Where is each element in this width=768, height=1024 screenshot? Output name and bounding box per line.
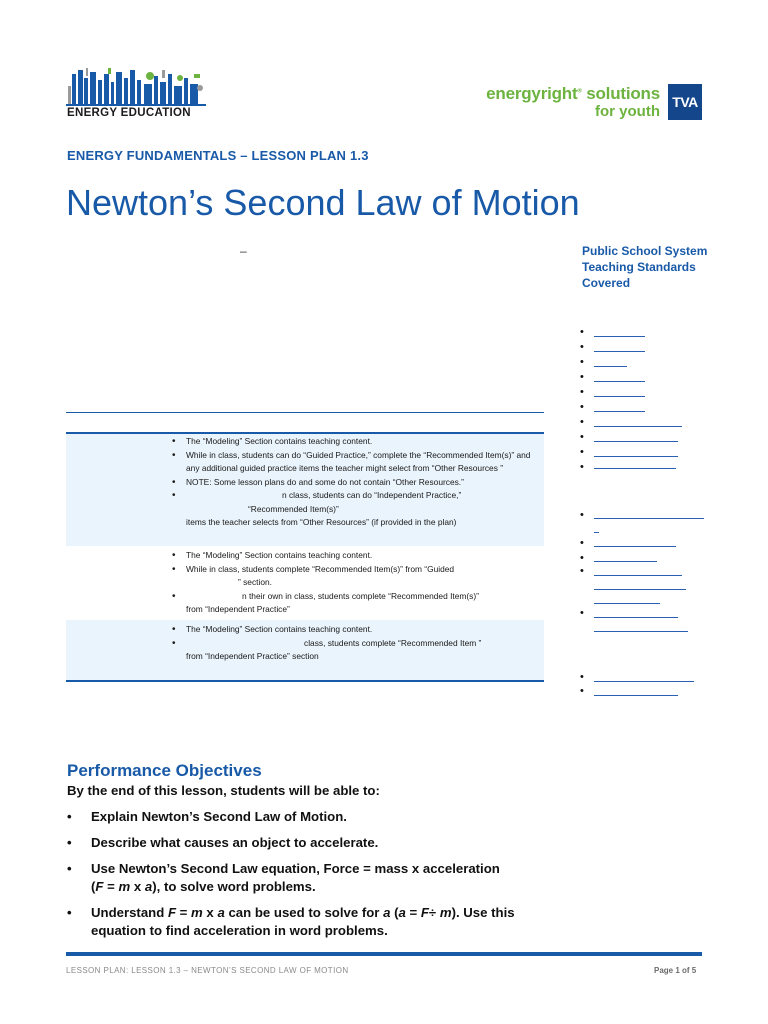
- formula-part: ), to solve word problems.: [152, 879, 316, 894]
- table-row: [170, 549, 540, 617]
- bullet-icon: •: [580, 341, 584, 353]
- list-item: • The “Modeling” Section contains teaching content.: [170, 549, 540, 563]
- list-item: [170, 489, 540, 503]
- standard-link[interactable]: [594, 681, 694, 682]
- list-item-continuation: from “Independent Practice”: [186, 604, 290, 614]
- list-item-text: n class, students can do “Independent Practice,”: [282, 490, 462, 500]
- list-item: • NOTE: Some lesson plans do and some do not contain “Other Resources.”: [170, 476, 540, 490]
- formula-var: F: [95, 879, 104, 894]
- bullet-icon: •: [580, 386, 584, 398]
- energyright-solutions-logo: [466, 84, 702, 124]
- performance-objectives-heading: Performance Objectives: [67, 761, 262, 780]
- brand-right: right: [540, 84, 578, 103]
- overview-dash: –: [240, 244, 247, 258]
- formula-var: a: [144, 879, 153, 894]
- formula-var: a: [383, 905, 391, 920]
- objective-text: [91, 860, 557, 896]
- objective-text: [91, 904, 557, 940]
- list-item: • While in class, students complete “Recommended Item(s)” from “Guided: [170, 563, 540, 577]
- standard-link[interactable]: [594, 631, 688, 632]
- formula-part: x: [202, 905, 218, 920]
- standard-link[interactable]: [594, 589, 686, 590]
- standard-link[interactable]: [594, 411, 645, 412]
- list-item-text: ” section.: [238, 577, 272, 587]
- objective-text: Describe what causes an object to accelerate.: [91, 835, 379, 850]
- objective-item: [67, 808, 557, 826]
- formula-part: ÷: [428, 905, 440, 920]
- footer-rule: [66, 952, 702, 956]
- brand-solutions: solutions: [586, 84, 660, 103]
- bullet-icon: •: [580, 461, 584, 473]
- bullet-icon: •: [580, 509, 584, 521]
- bullet-icon: •: [580, 356, 584, 368]
- lesson-kicker: ENERGY FUNDAMENTALS – LESSON PLAN 1.3: [67, 148, 369, 163]
- standard-link[interactable]: [594, 532, 599, 533]
- bullet-icon: •: [580, 552, 584, 564]
- list-item: • The “Modeling” Section contains teaching content.: [170, 435, 540, 449]
- bullet-icon: •: [67, 809, 72, 824]
- formula-part: (: [390, 905, 399, 920]
- formula-part: ). Use this: [451, 905, 515, 920]
- standard-link[interactable]: [594, 546, 676, 547]
- standard-link[interactable]: [594, 695, 678, 696]
- bullet-icon: •: [580, 685, 584, 697]
- formula-var: m: [118, 879, 131, 894]
- brand-tagline: for youth: [595, 103, 660, 120]
- list-item: [170, 590, 540, 604]
- standard-link[interactable]: [594, 366, 627, 367]
- standard-link[interactable]: [594, 603, 660, 604]
- bullet-icon: •: [67, 905, 72, 920]
- objective-item: [67, 904, 557, 940]
- standard-link[interactable]: [594, 396, 645, 397]
- objective-text-line: equation to find acceleration in word problems.: [91, 923, 388, 938]
- bullet-icon: •: [580, 537, 584, 549]
- standard-link[interactable]: [594, 351, 645, 352]
- standards-heading: Public School System Teaching Standards Covered: [582, 244, 708, 290]
- formula-var: F: [167, 905, 176, 920]
- bullet-icon: •: [580, 565, 584, 577]
- objective-text-line: Use Newton’s Second Law equation, Force = mass x acceleration: [91, 861, 500, 876]
- list-item: • While in class, students can do “Guided Practice,” complete the “Recommended Item(s)” and any additional guided practice items the teacher might select from “Other Resources ”: [170, 449, 540, 476]
- bullet-icon: •: [580, 671, 584, 683]
- formula-part: (: [91, 879, 96, 894]
- formula-var: F: [420, 905, 429, 920]
- page-number: Page 1 of 5: [654, 966, 697, 975]
- bullet-icon: •: [580, 416, 584, 428]
- formula-part: =: [176, 905, 192, 920]
- table-row: [170, 623, 540, 664]
- list-item: [170, 637, 540, 651]
- list-item: • The “Modeling” Section contains teaching content.: [170, 623, 540, 637]
- bullet-icon: •: [580, 431, 584, 443]
- bullet-icon: •: [580, 401, 584, 413]
- brand-energy: energy: [486, 84, 541, 103]
- formula-part: can be used to solve for: [224, 905, 384, 920]
- formula-part: =: [405, 905, 421, 920]
- bullet-icon: •: [67, 861, 72, 876]
- formula-var: a: [217, 905, 225, 920]
- standard-link[interactable]: [594, 456, 678, 457]
- list-item-continuation: items the teacher selects from “Other Resources” (if provided in the plan): [186, 517, 457, 527]
- bullet-icon: •: [67, 835, 72, 850]
- standard-link[interactable]: [594, 381, 645, 382]
- objectives-intro: By the end of this lesson, students will be able to:: [67, 783, 380, 798]
- list-item-text: n their own in class, students complete “Recommended Item(s)”: [242, 590, 479, 601]
- bullet-icon: •: [580, 607, 584, 619]
- standard-link[interactable]: [594, 336, 645, 337]
- formula-part: x: [130, 879, 145, 894]
- table-top-rule: [66, 412, 544, 413]
- energy-education-icon-strip: [66, 66, 206, 106]
- formula-var: m: [191, 905, 203, 920]
- table-bottom-rule: [66, 680, 544, 682]
- standard-link[interactable]: [594, 575, 682, 576]
- standard-link[interactable]: [594, 426, 682, 427]
- formula-var: a: [398, 905, 406, 920]
- objective-item: [67, 860, 557, 896]
- formula-part: =: [103, 879, 119, 894]
- table-row: [170, 435, 540, 530]
- bullet-icon: •: [580, 326, 584, 338]
- bullet-icon: •: [580, 446, 584, 458]
- tva-logo: TVA: [668, 84, 702, 120]
- objective-text: Explain Newton’s Second Law of Motion.: [91, 809, 347, 824]
- page-title: Newton’s Second Law of Motion: [66, 182, 580, 223]
- list-item-continuation: [170, 503, 540, 517]
- objective-item: [67, 834, 557, 852]
- standard-link[interactable]: [594, 518, 704, 519]
- standard-link[interactable]: [594, 561, 657, 562]
- list-item-continuation: from “Independent Practice” section: [186, 651, 319, 661]
- formula-part: Understand: [91, 905, 168, 920]
- bullet-icon: •: [580, 371, 584, 383]
- standard-link[interactable]: [594, 468, 676, 469]
- energy-education-caption: ENERGY EDUCATION: [67, 107, 191, 119]
- standard-link[interactable]: [594, 617, 678, 618]
- brand-name: energyright® solutions: [486, 84, 660, 103]
- standard-link[interactable]: [594, 441, 678, 442]
- list-item-text: class, students complete “Recommended Item ”: [304, 637, 482, 648]
- list-item-text: “Recommended Item(s)”: [248, 503, 339, 514]
- list-item-continuation: [170, 576, 540, 590]
- formula-var: m: [439, 905, 452, 920]
- footer-lesson-label: LESSON PLAN: LESSON 1.3 – NEWTON’S SECOND LAW OF MOTION: [66, 966, 349, 975]
